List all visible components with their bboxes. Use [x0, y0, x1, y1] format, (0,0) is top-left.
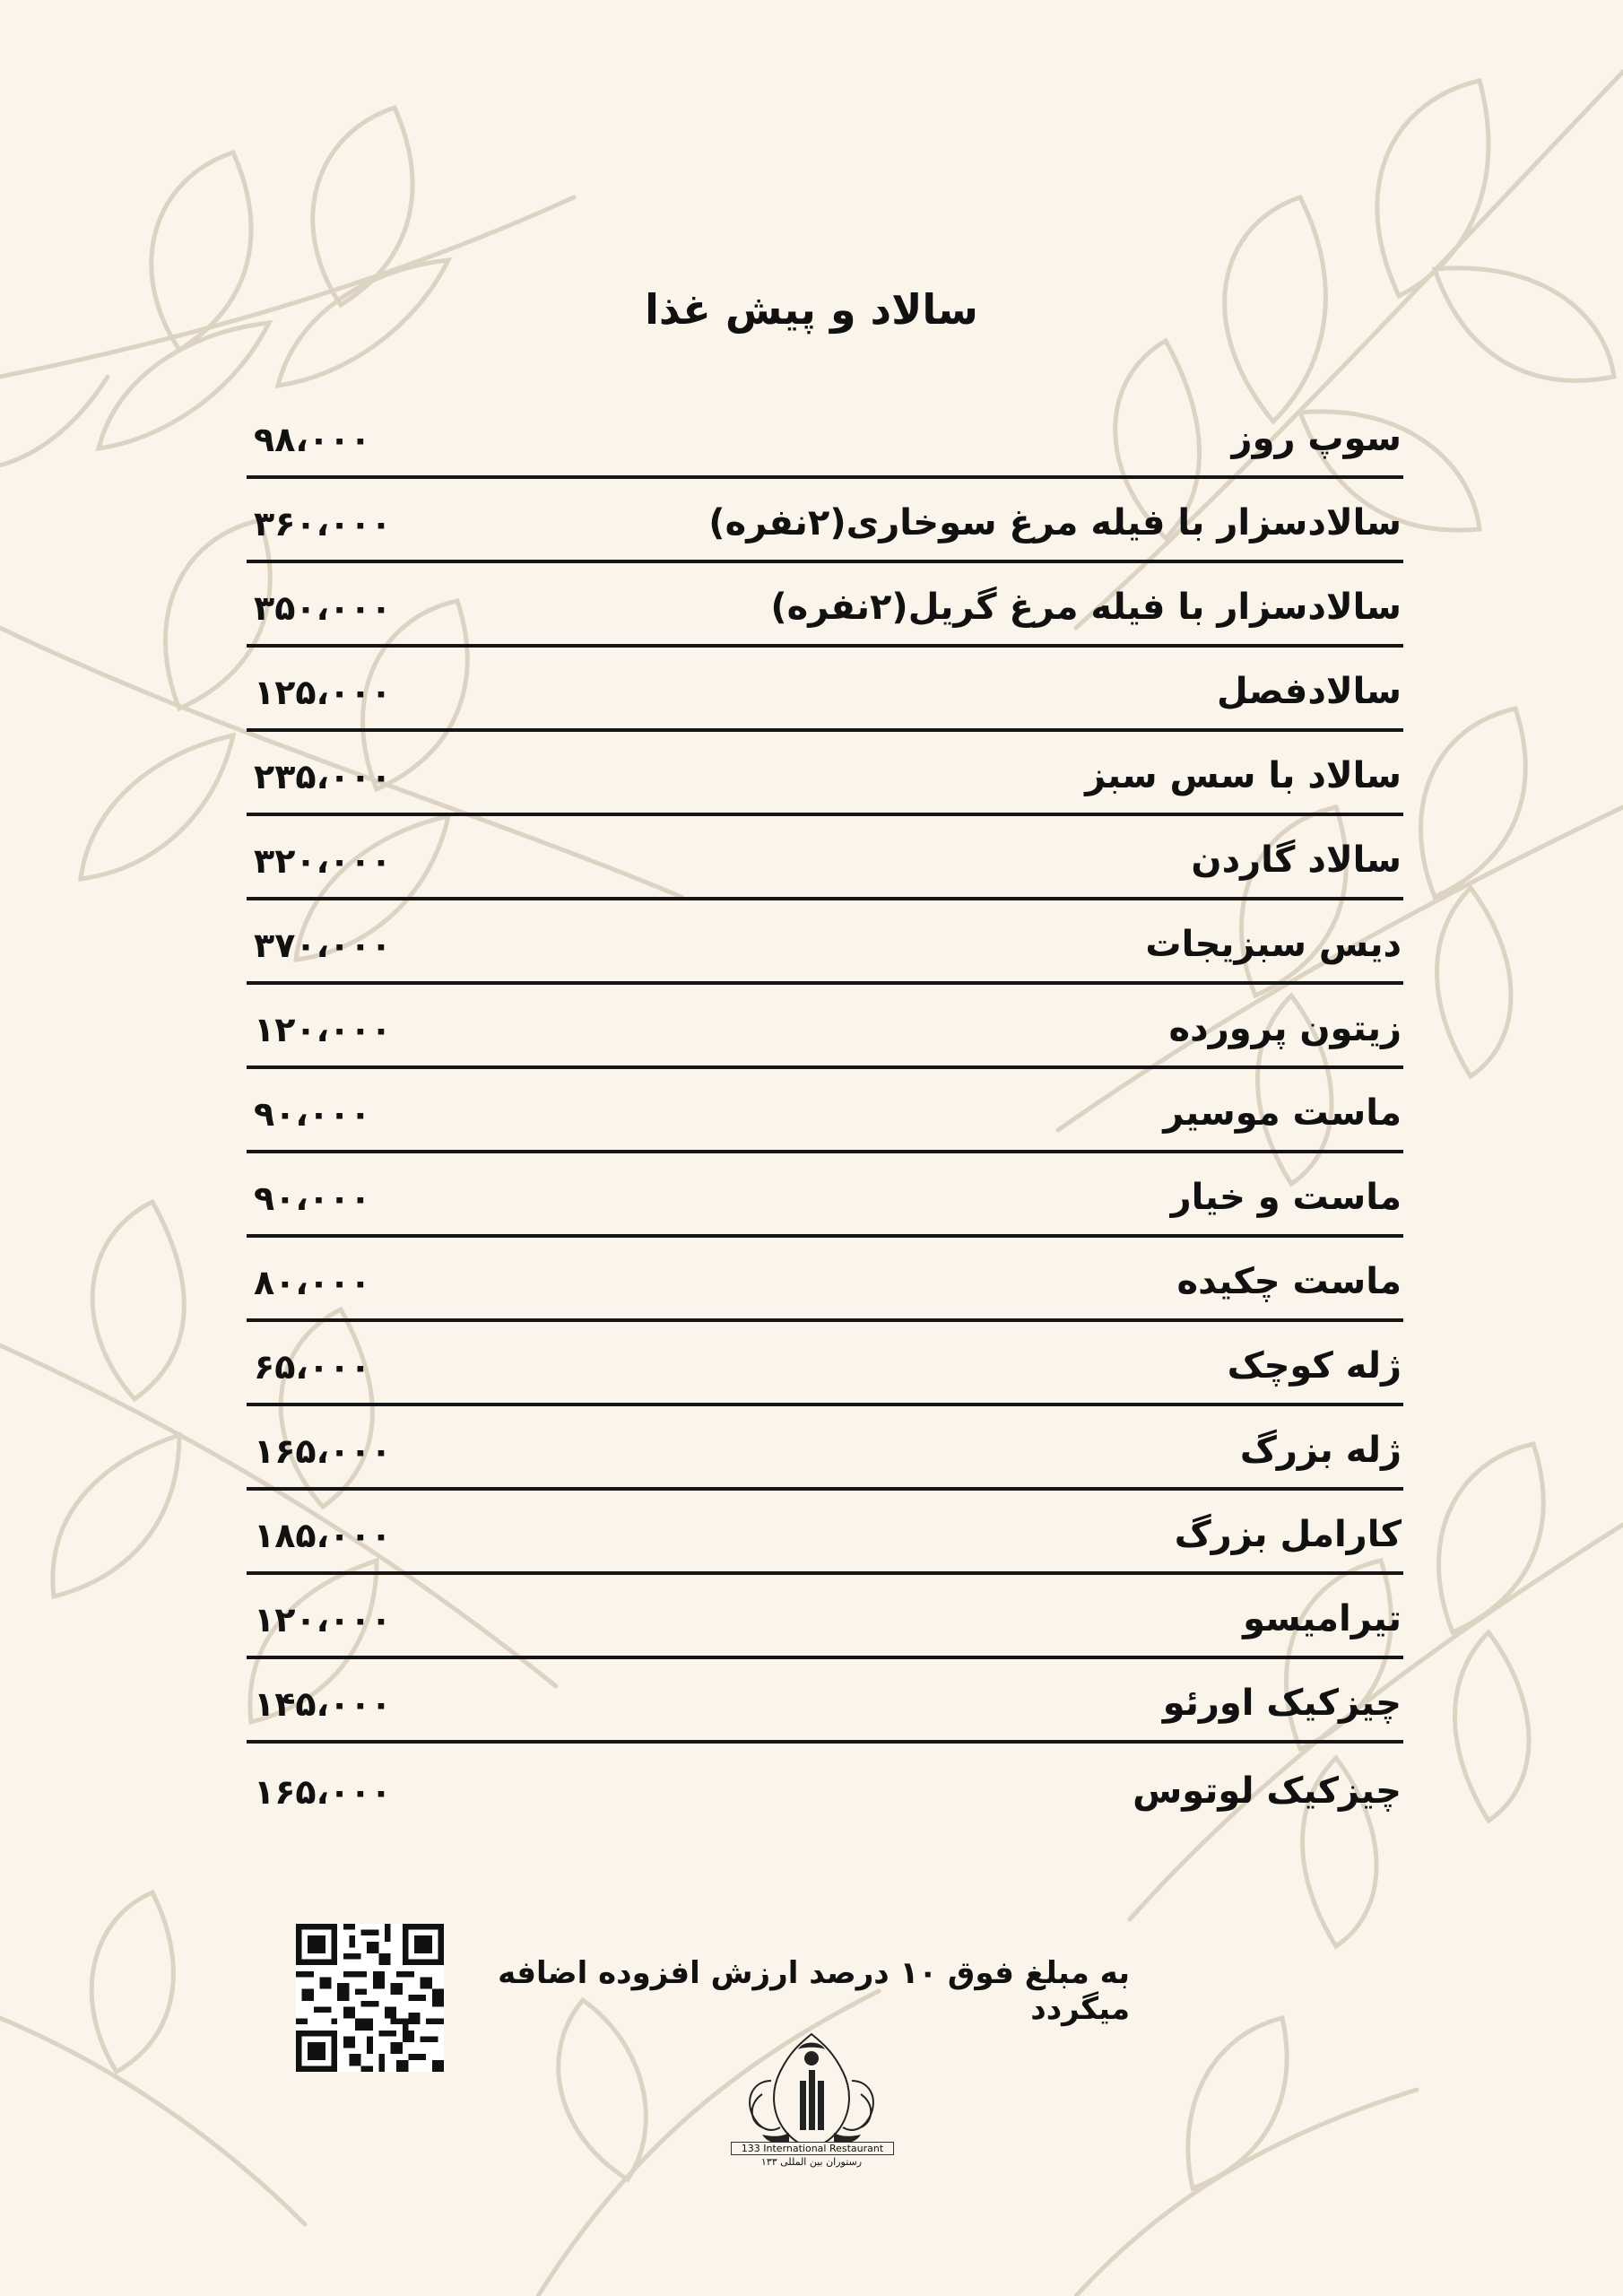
menu-row [247, 900, 1403, 985]
menu-item-price: ۹۰،۰۰۰ [254, 1178, 371, 1218]
menu-row [247, 1659, 1403, 1744]
menu-section-title: سالاد و پیش غذا [645, 285, 978, 334]
menu-item-price: ۱۲۰،۰۰۰ [254, 1600, 392, 1639]
menu-row [247, 1406, 1403, 1491]
menu-item-price: ۲۳۵،۰۰۰ [254, 757, 392, 796]
menu-item-name: ژله کوچک [1227, 1345, 1402, 1387]
menu-item-name: تیرامیسو [1243, 1598, 1402, 1639]
menu-row [247, 1491, 1403, 1575]
menu-item-name: چیزکیک لوتوس [1133, 1770, 1402, 1812]
menu-row [247, 1322, 1403, 1406]
menu-row [247, 985, 1403, 1069]
menu-item-price: ۱۸۵،۰۰۰ [254, 1516, 392, 1555]
menu-item-name: سالاد با سس سبز [1085, 755, 1402, 796]
menu-row [247, 1069, 1403, 1153]
menu-item-name: سوپ روز [1231, 418, 1402, 459]
menu-item-price: ۹۰،۰۰۰ [254, 1094, 371, 1134]
menu-row [247, 816, 1403, 900]
menu-item-price: ۱۶۵،۰۰۰ [254, 1431, 392, 1471]
menu-item-name: ماست موسیر [1163, 1092, 1402, 1134]
menu-item-price: ۱۲۵،۰۰۰ [254, 673, 392, 712]
vat-note: به مبلغ فوق ۱۰ درصد ارزش افزوده اضافه میگردد [498, 1955, 1130, 2027]
menu-item-price: ۳۶۰،۰۰۰ [254, 504, 392, 544]
logo-caption-fa: رستوران بین المللی ۱۳۳ [760, 2156, 863, 2168]
menu-row [247, 479, 1403, 563]
menu-row [247, 1744, 1403, 1828]
menu-item-name: سالادسزار با فیله مرغ سوخاری(۲نفره) [708, 502, 1402, 544]
menu-row [247, 732, 1403, 816]
menu-item-name: کارامل بزرگ [1174, 1514, 1402, 1555]
menu-item-name: ماست و خیار [1170, 1177, 1402, 1218]
menu-item-price: ۱۲۰،۰۰۰ [254, 1010, 392, 1049]
menu-list [247, 395, 1403, 1828]
menu-row [247, 1153, 1403, 1238]
menu-item-price: ۱۶۵،۰۰۰ [254, 1772, 392, 1812]
menu-row [247, 1238, 1403, 1322]
menu-item-name: چیزکیک اورئو [1162, 1683, 1402, 1724]
menu-item-name: دیس سبزیجات [1145, 924, 1402, 965]
menu-item-price: ۳۷۰،۰۰۰ [254, 926, 392, 965]
menu-item-name: سالادسزار با فیله مرغ گریل(۲نفره) [770, 587, 1402, 628]
qr-code[interactable] [296, 1924, 444, 2072]
menu-item-name: ماست چکیده [1176, 1261, 1402, 1302]
menu-item-price: ۳۵۰،۰۰۰ [254, 588, 392, 628]
menu-item-price: ۳۲۰،۰۰۰ [254, 841, 392, 881]
menu-row [247, 648, 1403, 732]
menu-row [247, 563, 1403, 648]
menu-item-price: ۱۴۵،۰۰۰ [254, 1684, 392, 1724]
menu-item-name: زیتون پرورده [1168, 1008, 1402, 1049]
menu-item-price: ۶۵،۰۰۰ [254, 1347, 371, 1387]
menu-item-name: سالادفصل [1217, 671, 1402, 712]
menu-row [247, 395, 1403, 479]
menu-row [247, 1575, 1403, 1659]
menu-item-price: ۸۰،۰۰۰ [254, 1263, 371, 1302]
menu-item-price: ۹۸،۰۰۰ [254, 420, 371, 459]
menu-item-name: ژله بزرگ [1239, 1430, 1402, 1471]
menu-item-name: سالاد گاردن [1191, 839, 1402, 881]
logo-caption: 133 International Restaurant [731, 2142, 894, 2155]
